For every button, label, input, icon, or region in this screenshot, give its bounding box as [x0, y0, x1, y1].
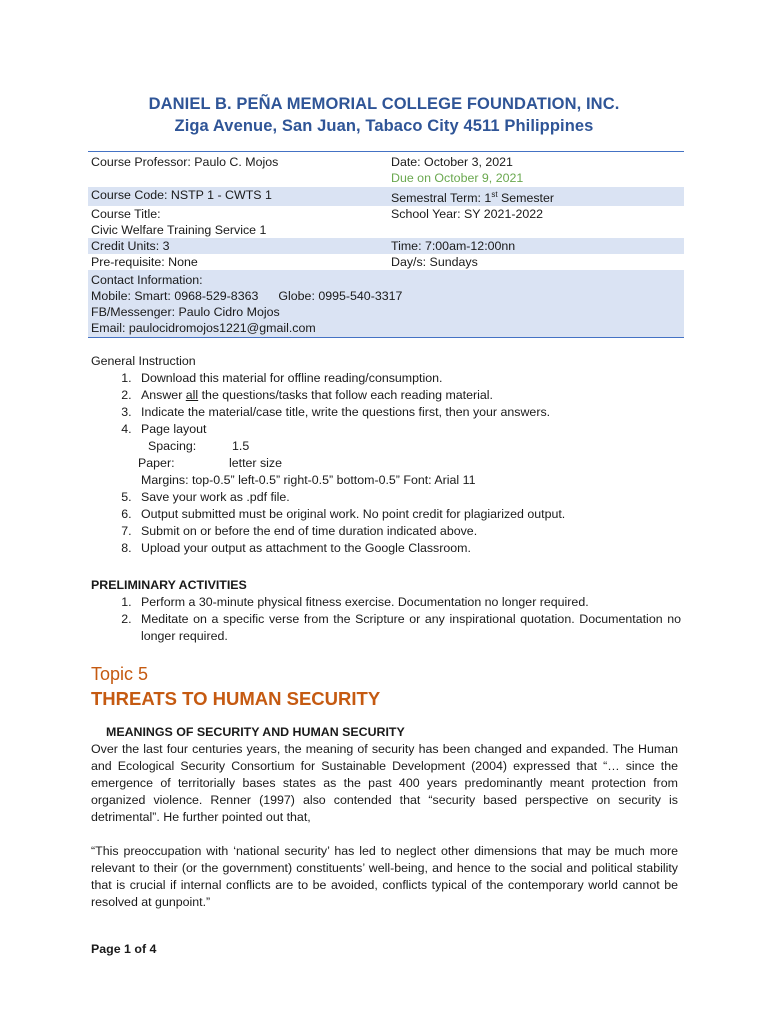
- info-row-code: [88, 186, 684, 206]
- meanings-section: [91, 724, 678, 911]
- topic-title: THREATS TO HUMAN SECURITY: [91, 688, 381, 709]
- credit-units: Credit Units: 3: [91, 239, 170, 254]
- list-item: 6. Output submitted must be original work. No point credit for plagiarized output.: [135, 506, 681, 523]
- list-item: 8. Upload your output as attachment to the Google Classroom.: [135, 540, 681, 557]
- due-date: Due on October 9, 2021: [391, 171, 524, 185]
- date: Date: October 3, 2021: [391, 155, 513, 169]
- list-item: 1. Perform a 30-minute physical fitness exercise. Documentation no longer required.: [135, 594, 681, 611]
- paragraph: Over the last four centuries years, the meaning of security has been changed and expanded. The Human and Ecological Security Consortium for Sustainable Development (2004) expressed that “… since the emergence of territorially bases states as the past 400 years predominantly meant protection from organized violence. Renner (1997) also contended that “security based perspective on security is detrimental”. He further pointed out that,: [91, 742, 678, 824]
- prelim-heading: PRELIMINARY ACTIVITIES: [91, 578, 247, 592]
- info-row-title: [88, 206, 684, 238]
- info-row-prereq: [88, 254, 684, 270]
- mobile-globe: Globe: 0995-540-3317: [278, 289, 403, 304]
- page-number: Page 1 of 4: [91, 942, 157, 956]
- course-code: Course Code: NSTP 1 - CWTS 1: [91, 188, 272, 202]
- time: Time: 7:00am-12:00nn: [391, 239, 516, 254]
- school-year: School Year: SY 2021-2022: [391, 207, 544, 222]
- list-item: 3. Indicate the material/case title, write the questions first, then your answers.: [135, 404, 681, 421]
- date-cell: [391, 154, 684, 186]
- topic-heading: [91, 662, 380, 712]
- info-row-credit: [88, 238, 684, 254]
- course-info-table: [88, 151, 684, 338]
- preliminary-activities: [91, 577, 681, 645]
- school-header: [0, 93, 768, 137]
- mobile-smart: Mobile: Smart: 0968-529-8363: [91, 289, 259, 304]
- days: Day/s: Sundays: [391, 255, 478, 270]
- instructions-heading: General Instruction: [91, 354, 196, 368]
- list-item: 7. Submit on or before the end of time duration indicated above.: [135, 523, 681, 540]
- prerequisite: Pre-requisite: None: [91, 255, 198, 270]
- info-row-contact: [88, 270, 684, 338]
- topic-number: Topic 5: [91, 664, 149, 684]
- margins-line: Margins: top-0.5” left-0.5” right-0.5” bottom-0.5” Font: Arial 11: [141, 473, 476, 487]
- fb-messenger: FB/Messenger: Paulo Cidro Mojos: [91, 305, 280, 320]
- instructions-list: [91, 370, 681, 557]
- email: Email: paulocidromojos1221@gmail.com: [91, 321, 316, 336]
- info-row-professor: [88, 151, 684, 186]
- section-heading: MEANINGS OF SECURITY AND HUMAN SECURITY: [106, 725, 405, 739]
- list-item: 4. Page layout Spacing: 1.5 Paper: letter size Margins: top-0.5” left-0.5” right-0.5” bottom-0.5” Font: Arial 11: [135, 421, 681, 489]
- course-title: Course Title: Civic Welfare Training Service 1: [91, 207, 267, 238]
- prelim-list: [91, 594, 681, 645]
- spacing-line: Spacing: 1.5: [148, 439, 250, 453]
- school-address: Ziga Avenue, San Juan, Tabaco City 4511 Philippines: [174, 117, 594, 135]
- list-item: 5. Save your work as .pdf file.: [135, 489, 681, 506]
- general-instructions: [91, 353, 681, 557]
- course-professor: Course Professor: Paulo C. Mojos: [91, 155, 279, 169]
- list-item: 2. Meditate on a specific verse from the Scripture or any inspirational quotation. Documentation no longer required.: [135, 611, 681, 645]
- semester: Semestral Term: 1st Semester: [391, 190, 555, 206]
- list-item: 1. Download this material for offline reading/consumption.: [135, 370, 681, 387]
- school-name: DANIEL B. PEÑA MEMORIAL COLLEGE FOUNDATION, INC.: [148, 95, 620, 113]
- paper-line: Paper: letter size: [138, 456, 283, 470]
- quote-paragraph: “This preoccupation with ‘national security’ has led to neglect other dimensions that may be much more relevant to their (or the government) constituents’ well-being, and hence to the social and political stability that is crucial if internal conflicts are to be avoided, conflicts typical of the contemporary world cannot be resolved at gunpoint.”: [91, 844, 678, 909]
- contact-info: Contact Information: Mobile: Smart: 0968-529-8363 Globe: 0995-540-3317 FB/Messenger: Paulo Cidro Mojos Email: paulocidromojos1221@gmail.com: [91, 273, 403, 336]
- list-item: 2. Answer all the questions/tasks that follow each reading material.: [135, 387, 681, 404]
